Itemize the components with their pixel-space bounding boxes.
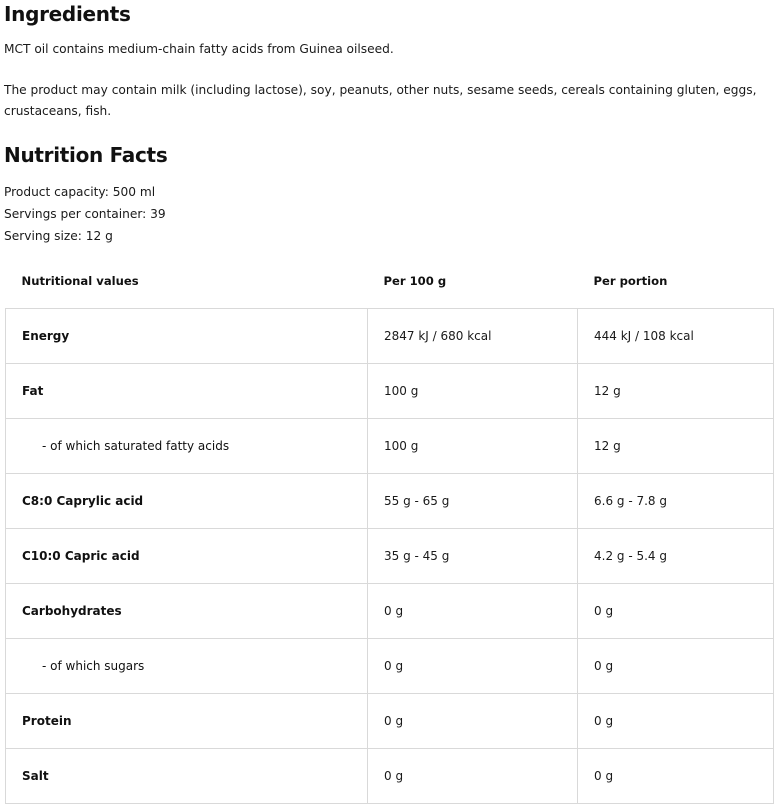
table-row (6, 693, 774, 748)
per-100g-value: 55 g - 65 g (368, 473, 578, 528)
table-header-row (6, 254, 774, 309)
column-header-per-100g: Per 100 g (368, 254, 578, 309)
allergens-paragraph: The product may contain milk (including lactose), soy, peanuts, other nuts, sesame seeds, cereals containing gluten, eggs, crustaceans, fish. (4, 82, 757, 118)
table-row (6, 638, 774, 693)
row-label: Carbohydrates (6, 583, 368, 638)
nutrition-meta (4, 181, 773, 247)
table-row (6, 583, 774, 638)
table-row (6, 308, 774, 363)
table-row (6, 363, 774, 418)
per-100g-value: 0 g (368, 693, 578, 748)
per-portion-value: 12 g (578, 418, 774, 473)
per-100g-value: 100 g (368, 363, 578, 418)
table-row (6, 473, 774, 528)
serving-size: Serving size: 12 g (4, 228, 113, 243)
product-info-page (4, 0, 773, 804)
per-portion-value: 0 g (578, 638, 774, 693)
nutrition-facts-heading: Nutrition Facts (4, 142, 168, 167)
row-label: Fat (6, 363, 368, 418)
per-100g-value: 35 g - 45 g (368, 528, 578, 583)
column-header-nutritional-values: Nutritional values (6, 254, 368, 309)
per-100g-value: 100 g (368, 418, 578, 473)
row-label: Energy (6, 308, 368, 363)
per-100g-value: 2847 kJ / 680 kcal (368, 308, 578, 363)
per-portion-value: 4.2 g - 5.4 g (578, 528, 774, 583)
per-portion-value: 0 g (578, 748, 774, 803)
per-portion-value: 444 kJ / 108 kcal (578, 308, 774, 363)
row-label: Protein (6, 693, 368, 748)
per-portion-value: 0 g (578, 583, 774, 638)
per-100g-value: 0 g (368, 748, 578, 803)
table-row (6, 418, 774, 473)
table-row (6, 748, 774, 803)
row-label: C10:0 Capric acid (6, 528, 368, 583)
per-portion-value: 0 g (578, 693, 774, 748)
nutrition-table (5, 254, 774, 804)
ingredients-heading: Ingredients (4, 2, 131, 26)
row-label: Salt (6, 748, 368, 803)
row-label: - of which saturated fatty acids (6, 418, 368, 473)
servings-per-container: Servings per container: 39 (4, 206, 166, 221)
row-label: C8:0 Caprylic acid (6, 473, 368, 528)
row-label: - of which sugars (6, 638, 368, 693)
per-portion-value: 6.6 g - 7.8 g (578, 473, 774, 528)
ingredients-paragraph: MCT oil contains medium-chain fatty acids from Guinea oilseed. (4, 42, 394, 56)
per-portion-value: 12 g (578, 363, 774, 418)
per-100g-value: 0 g (368, 638, 578, 693)
column-header-per-portion: Per portion (578, 254, 774, 309)
per-100g-value: 0 g (368, 583, 578, 638)
product-capacity: Product capacity: 500 ml (4, 184, 156, 199)
table-row (6, 528, 774, 583)
